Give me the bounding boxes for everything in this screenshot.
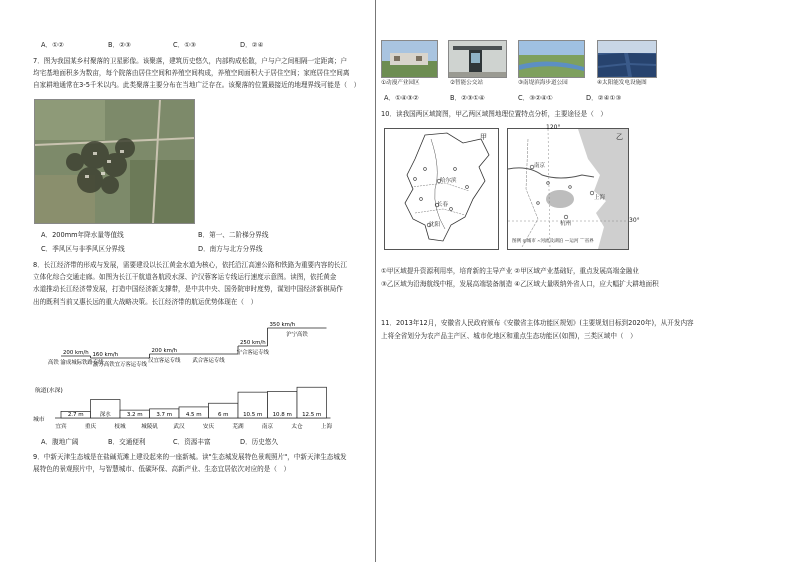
city-tick-label: 芜湖: [232, 424, 244, 430]
depth-label: 3.2 m: [126, 412, 143, 418]
map1-label: 甲: [480, 133, 487, 141]
q8-option-c[interactable]: C．资源丰富: [173, 438, 211, 446]
q10-choices: [381, 265, 751, 291]
depth-label: 3.7 m: [156, 412, 173, 418]
q7-option-a[interactable]: A．200mm年降水量等值线: [41, 231, 124, 239]
caption-3: ③南堤滨海步道公园: [518, 80, 568, 86]
rail-speed-label: 160 km/h: [92, 352, 119, 358]
caption-2: ②智能公交站: [450, 80, 483, 86]
caption-4: ④太阳能发电设施图: [597, 80, 647, 86]
q7-stem: [33, 55, 375, 92]
rail-name-label: 沪宁高铁: [286, 332, 308, 338]
map2-legend: 图例 ◎城市 ⌢河流及湖泊 —运河 ⌒省界: [512, 239, 594, 244]
q7-line: 均宅基地面积多为数亩，每个院落由居住空间和养殖空间构成，养殖空间面积大于居住空间；家庭居住空间离: [33, 69, 350, 78]
photo-smart-bus-stop: [448, 40, 507, 78]
map1-city-changchun: 长春: [437, 202, 449, 208]
city-tick-label: 上海: [320, 424, 333, 430]
city-tick-label: 武汉: [173, 424, 185, 430]
rail-speed-label: 250 km/h: [240, 340, 266, 346]
q11-line: 11．2013年12月，安徽省人民政府颁布《安徽省主体功能区规划》(主要规划目标到2020年)，从开发内容: [381, 319, 694, 327]
q9-option-d[interactable]: D．②④①③: [586, 94, 622, 102]
map1-city-shenyang: 沈阳: [429, 222, 441, 228]
q9-stem: [33, 451, 375, 475]
depth-label: 深水: [99, 412, 111, 418]
map2-city-nanjing: 南京: [534, 163, 546, 169]
q6-option-a[interactable]: A．①②: [41, 41, 64, 49]
depth-label: 2.7 m: [67, 412, 84, 418]
q7-option-b[interactable]: B．第一、二阶梯分界线: [198, 231, 269, 239]
city-tick-label: 太仓: [291, 424, 303, 430]
map-region-yi: [507, 128, 629, 250]
city-tick-label: 安庆: [202, 424, 215, 430]
photo-animation-park: [381, 40, 438, 78]
map2-city-shanghai: 上海: [594, 195, 606, 201]
depth-label: 10.8 m: [272, 412, 292, 418]
map2-label: 乙: [616, 133, 623, 141]
q9-line: 9．中新天津生态城是在盐碱荒滩上建设起来的一座新城。读"生态城发展特色景观照片"，中新天津生态城发: [33, 453, 347, 461]
q7-option-c[interactable]: C．季风区与非季风区分界线: [41, 245, 125, 253]
q8-line: 水道推动长江经济带发展，打造中国经济新支撑带，是中共中央、国务院审时度势，谋划中国经济新棋局作: [33, 285, 343, 294]
city-tick-label: 宜宾: [55, 424, 67, 430]
longitude-label: 120°: [546, 124, 561, 131]
q11-stem: [381, 317, 751, 343]
rail-name-label: 宁合客运专线: [236, 350, 269, 356]
photo-seaside-park: [518, 40, 585, 78]
city-tick-label: 重庆: [84, 424, 97, 430]
q10-choice-line: ①甲区域提升资源利用率，培育新的主导产业 ②甲区域产业基础好，重点发展高端金融业: [381, 267, 639, 275]
rail-name-label: 高铁 渝成城际铁路专线: [47, 360, 104, 366]
q7-line: 7．图为我国某乡村聚落的卫星影像。该聚落，建筑历史悠久，内部构成松散，户与户之间相隔一定距离；户: [33, 57, 348, 65]
city-tick-label: 枝城: [114, 424, 126, 430]
depth-label: 4.5 m: [185, 412, 202, 418]
map2-city-hangzhou: 杭州: [560, 221, 572, 227]
q7-option-d[interactable]: D．南方与北方分界线: [198, 245, 263, 253]
rail-name-label: 武合客运专线: [192, 358, 225, 364]
x-axis-label: 城市: [33, 417, 45, 423]
q8-option-b[interactable]: B．交通便利: [108, 438, 146, 446]
q8-stem: [33, 259, 375, 308]
rail-speed-label: 200 km/h: [151, 348, 178, 354]
rail-name-label: 渝万高铁宜万客运专线: [93, 362, 147, 368]
caption-1: ①动漫产业园区: [381, 80, 420, 86]
rail-speed-label: 200 km/h: [63, 350, 89, 356]
map-region-jia: [384, 128, 499, 250]
q9-option-b[interactable]: B．②③①④: [450, 94, 485, 102]
q8-option-a[interactable]: A．腹地广阔: [41, 438, 79, 446]
city-tick-label: 城陵矶: [141, 424, 158, 430]
photo-solar-panels: [597, 40, 657, 78]
satellite-image: [34, 99, 195, 224]
q8-option-d[interactable]: D．历史悠久: [240, 438, 279, 446]
map1-city-harbin: 哈尔滨: [440, 178, 457, 184]
q9-option-c[interactable]: C．③②④①: [518, 94, 553, 102]
q6-option-c[interactable]: C．①③: [173, 41, 197, 49]
rail-name-label: 汉宜客运专线: [148, 358, 181, 364]
q8-line: 出的既利当前又惠长远的重大战略决策。长江经济带的航运优势体现在（ ）: [33, 297, 258, 306]
latitude-label: 30°: [629, 217, 640, 224]
city-tick-label: 南京: [261, 424, 274, 430]
yangtze-chart: [33, 318, 333, 438]
depth-label: 10.5 m: [243, 412, 263, 418]
q10-stem: 10．读我国两区域简图，甲乙两区域图地理位置特点分析，主要途径是（ ）: [381, 110, 607, 118]
q9-line: 展特色的景观照片中，与智慧城市、低碳环保、高新产业、生态宜居依次对应的是（ ）: [33, 465, 291, 474]
depth-label: 6 m: [217, 412, 229, 418]
q6-option-b[interactable]: B．②③: [108, 41, 131, 49]
q7-line: 自家耕地通常在3-5千米以内。此类聚落主要分布在当地广泛存在。该聚落的位置最接近的地理界线可能是（ ）: [33, 81, 361, 90]
q8-line: 立体化综合交通走廊。如图为长江干航道各航段水深、沪汉蓉客运专线运行速度示意图。读图，依托黄金: [33, 273, 337, 282]
left-column: [33, 0, 375, 562]
right-column: [375, 0, 751, 562]
q6-option-d[interactable]: D．②④: [240, 41, 264, 49]
q10-choice-line: ③乙区域为沿海航线中枢，发展高端装备制造 ④乙区域大量吸纳外省人口，应大幅扩大耕地面积: [381, 280, 659, 288]
rail-speed-label: 350 km/h: [269, 322, 296, 328]
q8-line: 8．长江经济带的形成与发展，需要建设以长江黄金水道为核心，依托沿江高速公路和铁路为重要内容的长江: [33, 261, 348, 269]
y-axis-label: 航道(水深): [35, 388, 63, 394]
depth-label: 12.5 m: [302, 412, 322, 418]
q11-line: 上将全省划分为农产品主产区、城市化地区和重点生态功能区(如图)，三类区域中（ ）: [381, 332, 637, 340]
q9-option-a[interactable]: A．①④③②: [384, 94, 419, 102]
